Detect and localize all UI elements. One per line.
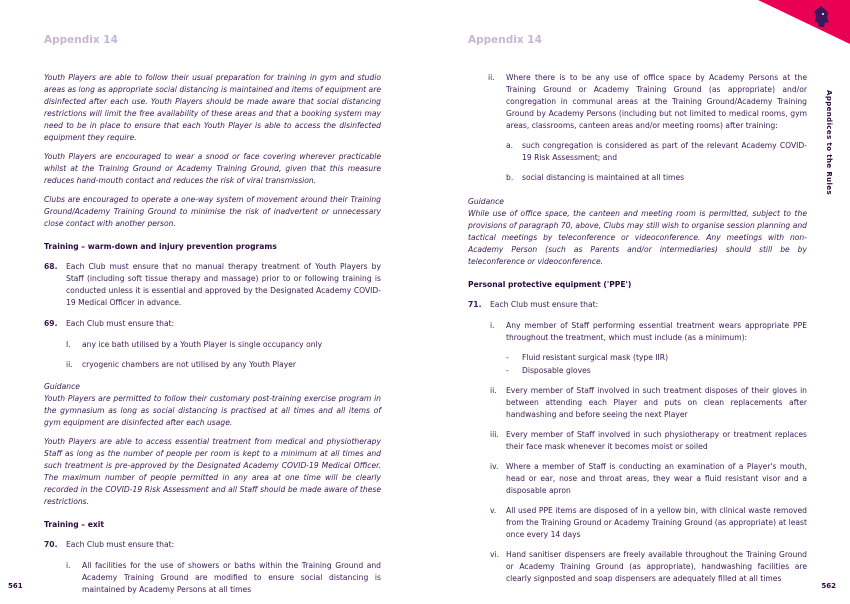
list-item-text: Disposable gloves (522, 366, 591, 375)
sub-item (66, 359, 381, 371)
sub-item (488, 72, 807, 132)
guidance-text: Youth Players are able to access essential treatment from medical and physiotherapy Staff as long as the number of people per room is kept to a minimum at all times and such treatment is pre-approved by the Designated Academy COVID-19 Medical Officer. The maximum number of people permitted in any area at one time will be clearly recorded in the COVID-19 Risk Assessment and all Staff should be made aware of these restrictions. (44, 437, 381, 506)
right-page (425, 0, 850, 603)
dash-marker: - (506, 353, 509, 362)
dash-marker: - (506, 366, 509, 375)
sub-item-text: cryogenic chambers are not utilised by any Youth Player (82, 360, 297, 369)
sub-item-marker: v. (490, 506, 497, 515)
guidance-text: While use of office space, the canteen and meeting room is permitted, subject to the provisions of paragraph 70, above, Clubs may still wish to organise session planning and tactical meetings by teleconference or videoconference. Any meetings with non-Academy Person (such as Parents and/or intermediaries) should still be by teleconference or videoconference. (468, 209, 807, 266)
paragraph: Clubs are encouraged to operate a one-way system of movement around their Training Ground/Academy Training Ground to minimise the risk of inadvertent or unnecessary close contact with another person. (44, 195, 381, 228)
sub-item (66, 339, 381, 351)
page-number: 561 (8, 582, 23, 590)
left-page (0, 0, 425, 603)
rule-number: 68. (44, 262, 58, 271)
sub-item (490, 505, 807, 541)
sub-item (66, 560, 381, 596)
left-column (44, 72, 381, 604)
sub-item-text: Every member of Staff involved in such treatment disposes of their gloves in between attending each Player and puts on clean replacements after handwashing and before seeing the next Player (506, 386, 807, 419)
sub-item-text: such congregation is considered as part of the relevant Academy COVID-19 Risk Assessment; and (522, 141, 807, 162)
sub-item-marker: vi. (490, 550, 500, 559)
rule-68 (44, 261, 381, 309)
paragraph: Youth Players are able to follow their usual preparation for training in gym and studio areas as long as appropriate social distancing is maintained and items of equipment are disinfected after each use. Youth Players should be made aware that social distancing restrictions will limit the free availability of these areas and that a booking system may need to be in place to ensure that each Youth Player is able to access the disinfected equipment they require. (44, 73, 381, 142)
sub-item-marker: I. (66, 340, 71, 349)
sub-item-text: Every member of Staff involved in such physiotherapy or treatment replaces their face mask whenever it becomes moist or soiled (506, 430, 807, 451)
right-column (468, 72, 807, 593)
page-number: 562 (821, 582, 836, 590)
section-heading: Training – warm-down and injury prevention programs (44, 242, 277, 251)
sub-item-text: All used PPE items are disposed of in a yellow bin, with clinical waste removed from the Training Ground or Academy Training Ground (as appropriate) at least once every 14 days (506, 506, 807, 539)
rule-text: Each Club must ensure that: (66, 540, 175, 549)
sub-item-marker: iv. (490, 462, 499, 471)
appendix-title: Appendix 14 (44, 34, 118, 46)
sub-item-text: Where a member of Staff is conducting an examination of a Player's mouth, head or ear, nose and throat areas, they wear a fluid resistant visor and a disposable apron (506, 462, 807, 495)
section-heading: Personal protective equipment ('PPE') (468, 280, 632, 289)
sub-item-marker: i. (66, 561, 71, 570)
brand-corner (758, 0, 850, 44)
sub-item-text: Hand sanitiser dispensers are freely available throughout the Training Ground or Academy Training Ground (as appropriate), handwashing facilities are clearly signposted and soap dispensers are adequately filled at all times (506, 550, 807, 583)
rule-number: 70. (44, 540, 58, 549)
rule-text: Each Club must ensure that no manual therapy treatment of Youth Players by Staff (including soft tissue therapy and massage) prior to or following training is conducted unless it is essential and approved by the Designated Academy COVID-19 Medical Officer in advance. (66, 262, 381, 307)
sub-item-text: All facilities for the use of showers or baths within the Training Ground and Academy Training Ground are modified to ensure social distancing is maintained by Academy Persons at all times (82, 561, 381, 594)
section-heading: Training – exit (44, 520, 105, 529)
guidance-label: Guidance (468, 197, 504, 206)
sub-item-text: social distancing is maintained at all times (522, 173, 685, 182)
sub-item (490, 385, 807, 421)
sub-item (490, 549, 807, 585)
side-section-tab: Appendices to the Rules (825, 90, 833, 196)
sub-sub-item (506, 172, 807, 184)
guidance-label: Guidance (44, 382, 80, 391)
rule-71 (468, 299, 807, 311)
paragraph: Youth Players are encouraged to wear a snood or face covering wherever practicable whilst at the Training Ground or Academy Training Ground, given that this measure reduces hand-mouth contact and reduces the risk of viral transmission. (44, 152, 381, 185)
sub-item-marker: ii. (66, 360, 73, 369)
guidance-text: Youth Players are permitted to follow their customary post-training exercise program in the gymnasium as long as social distancing is practised at all times and all items of gym equipment are disinfected after each usage. (44, 394, 381, 427)
sub-item (490, 461, 807, 497)
rule-number: 69. (44, 319, 58, 328)
sub-item-marker: ii. (488, 73, 495, 82)
sub-item (490, 429, 807, 453)
list-item-text: Fluid resistant surgical mask (type IIR) (522, 353, 669, 362)
sub-item-marker: i. (490, 321, 495, 330)
sub-sub-item (506, 140, 807, 164)
rule-69 (44, 318, 381, 330)
rule-70 (44, 539, 381, 551)
sub-item-marker: a. (506, 141, 514, 150)
sub-item-marker: iii. (490, 430, 499, 439)
sub-item (490, 320, 807, 344)
sub-item-text: any ice bath utilised by a Youth Player is single occupancy only (82, 340, 323, 349)
sub-item-text: Where there is to be any use of office space by Academy Persons at the Training Ground or Academy Training Ground (as appropriate) and/or congregation in communal areas at the Training Ground/Academy Training Ground by Academy Persons (including but not limited to medical rooms, gym areas, classrooms, canteen areas and/or meeting rooms) after training: (506, 73, 807, 130)
appendix-title: Appendix 14 (468, 34, 542, 46)
rule-text: Each Club must ensure that: (490, 300, 599, 309)
rule-number: 71. (468, 300, 482, 309)
rule-text: Each Club must ensure that: (66, 319, 175, 328)
sub-item-marker: b. (506, 173, 514, 182)
sub-item-text: Any member of Staff performing essential treatment wears appropriate PPE throughout the treatment, which must include (as a minimum): (506, 321, 807, 342)
premier-league-lion-icon (812, 6, 830, 28)
list-item (506, 352, 807, 364)
sub-item-marker: ii. (490, 386, 497, 395)
list-item (506, 365, 807, 377)
